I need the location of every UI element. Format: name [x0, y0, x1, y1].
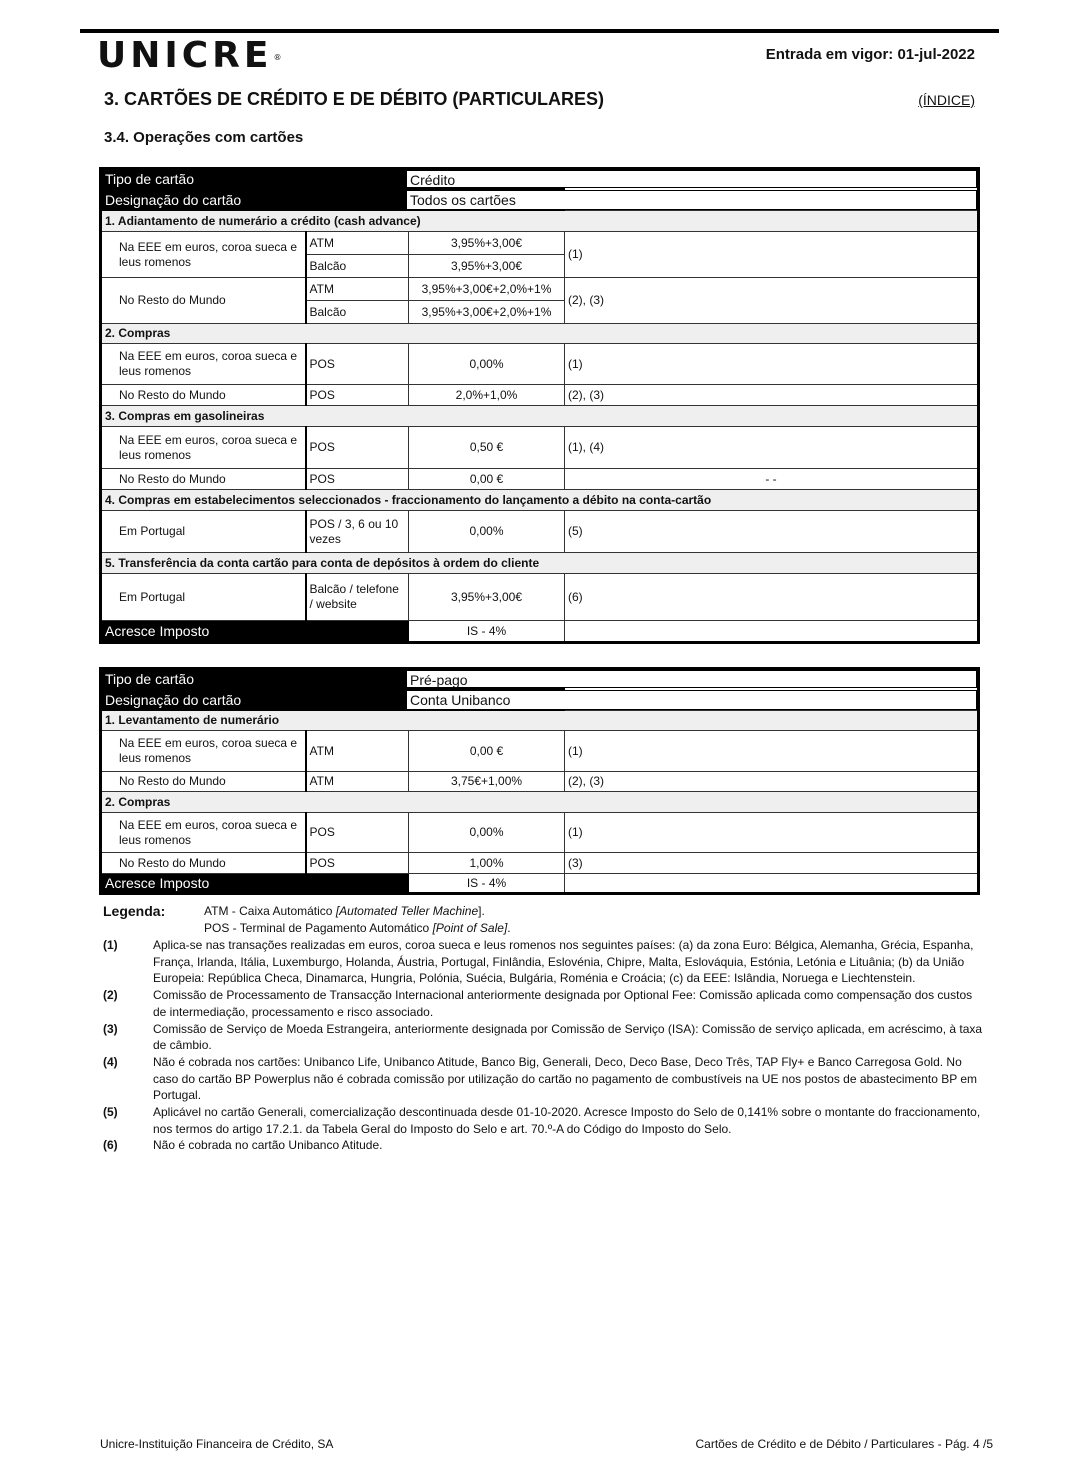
logo-text: UNICRE	[97, 35, 273, 76]
footnote	[103, 1021, 983, 1054]
table-row	[101, 232, 979, 255]
legend-atm-text: ATM - Caixa Automático	[204, 904, 336, 918]
location-cell: Na EEE em euros, coroa sueca e leus romenos	[101, 813, 306, 853]
location-cell: No Resto do Mundo	[101, 385, 306, 406]
table-row	[101, 511, 979, 553]
note-ref-cell: (1)	[565, 731, 979, 772]
note-ref-cell: (1), (4)	[565, 427, 979, 469]
channel-cell: POS / 3, 6 ou 10 vezes	[306, 511, 409, 553]
legend-pos-en: [Point of Sale]	[432, 920, 508, 935]
note-ref-cell: (5)	[565, 511, 979, 553]
channel-cell: POS	[306, 385, 409, 406]
location-cell: Em Portugal	[101, 511, 306, 553]
footnote-text: Comissão de Processamento de Transacção Internacional anteriormente designada por Optional Fee: Comissão aplicada como compensação dos custos de intermediação, processamento e risco associado.	[153, 988, 973, 1019]
footnote	[103, 937, 983, 987]
location-cell: No Resto do Mundo	[101, 469, 306, 490]
subsection-title: 3.4. Operações com cartões	[104, 129, 304, 146]
legend-atm-en: [Automated Teller Machine	[335, 904, 479, 918]
designation-label: Designação do cartão	[101, 190, 565, 211]
fee-value-cell: 3,95%+3,00€	[409, 574, 565, 621]
section-title: 1. Levantamento de numerário	[101, 711, 979, 731]
channel-cell: ATM	[306, 772, 409, 792]
tax-label: Acresce Imposto	[101, 874, 409, 894]
note-ref-cell: (3)	[565, 853, 979, 874]
channel-cell: Balcão / telefone / website	[306, 574, 409, 621]
channel-cell: POS	[306, 853, 409, 874]
effective-date: Entrada em vigor: 01-jul-2022	[765, 46, 975, 63]
table-row	[101, 772, 979, 792]
legend-label: Legenda:	[103, 903, 166, 919]
top-rule	[80, 29, 999, 33]
footnote-text: Não é cobrada no cartão Unibanco Atitude.	[153, 1138, 383, 1153]
footnote-text: Aplicável no cartão Generali, comercialização descontinuada desde 01-10-2020. Acresce Imposto do Selo de 0,141% sobre o montante do fraccionamento, nos termos do artigo 17.2.1. da Tabela Geral do Imposto do Selo e art. 70.º-A do Código do Imposto do Selo.	[153, 1105, 981, 1136]
channel-cell: ATM	[306, 232, 409, 255]
fee-value-cell: 0,00 €	[409, 731, 565, 772]
table-row	[101, 344, 979, 385]
table-row	[101, 469, 979, 490]
tax-value: IS - 4%	[409, 621, 565, 643]
unicre-logo	[97, 36, 282, 76]
tax-row	[101, 621, 979, 643]
fee-value-cell: 3,75€+1,00%	[409, 772, 565, 792]
legend-pos	[103, 920, 511, 937]
table-row	[101, 574, 979, 621]
fee-value-cell: 0,00 €	[409, 469, 565, 490]
channel-cell: ATM	[306, 278, 409, 301]
tax-note-cell	[565, 621, 979, 643]
section-title: 3. Compras em gasolineiras	[101, 406, 979, 427]
legend-atm-end: ].	[478, 904, 485, 918]
footnote	[103, 1104, 983, 1137]
card-type-value: Crédito	[406, 170, 977, 188]
channel-cell: ATM	[306, 731, 409, 772]
note-ref-cell: (2), (3)	[565, 385, 979, 406]
card-type-value: Pré-pago	[406, 670, 977, 688]
table-row	[101, 427, 979, 469]
legend-atm	[204, 903, 485, 920]
fee-value-cell: 0,00%	[409, 344, 565, 385]
channel-cell: Balcão	[306, 255, 409, 278]
legend-pos-end: .	[507, 920, 511, 935]
channel-cell: Balcão	[306, 301, 409, 324]
card-type-label: Tipo de cartão	[101, 169, 565, 190]
designation-label: Designação do cartão	[101, 690, 565, 711]
fee-value-cell: 0,00%	[409, 511, 565, 553]
designation-value: Conta Unibanco	[406, 690, 977, 710]
fee-value-cell: 1,00%	[409, 853, 565, 874]
tax-value: IS - 4%	[409, 874, 565, 894]
footer-page-info: Cartões de Crédito e de Débito / Particulares - Pág. 4 /5	[695, 1437, 993, 1451]
location-cell: No Resto do Mundo	[101, 853, 306, 874]
note-ref-cell: (1)	[565, 232, 979, 278]
card-type-label: Tipo de cartão	[101, 669, 565, 690]
footnote-number: (6)	[103, 1138, 118, 1153]
fee-value-cell: 3,95%+3,00€+2,0%+1%	[409, 301, 565, 324]
location-cell: Em Portugal	[101, 574, 306, 621]
registered-mark: ®	[273, 53, 282, 62]
footnote-number: (3)	[103, 1021, 118, 1036]
section-title: 2. Compras	[101, 324, 979, 344]
footnote-text: Não é cobrada nos cartões: Unibanco Life, Unibanco Atitude, Banco Big, Generali, Deco, Deco Base, Deco Três, TAP Fly+ e Banco Carregosa Gold. No caso do cartão BP Powerplus não é cobrada comissão por utilização do cartão no pagamento de combustíveis na UE nos postos de abastecimento BP em Portugal.	[153, 1054, 978, 1103]
location-cell: No Resto do Mundo	[101, 772, 306, 792]
table-row	[101, 278, 979, 301]
footnote-number: (5)	[103, 1105, 118, 1120]
location-cell: Na EEE em euros, coroa sueca e leus romenos	[101, 731, 306, 772]
fee-value-cell: 2,0%+1,0%	[409, 385, 565, 406]
section-title: 1. Adiantamento de numerário a crédito (cash advance)	[101, 211, 979, 232]
section-title: 3. CARTÕES DE CRÉDITO E DE DÉBITO (PARTICULARES)	[104, 89, 605, 109]
note-ref-cell: (2), (3)	[565, 278, 979, 324]
tax-label: Acresce Imposto	[101, 621, 409, 643]
note-ref-cell: (6)	[565, 574, 979, 621]
channel-cell: POS	[306, 813, 409, 853]
designation-value: Todos os cartões	[406, 190, 977, 210]
section-title: 2. Compras	[101, 792, 979, 813]
section-title: 4. Compras em estabelecimentos seleccionados - fraccionamento do lançamento a débito na conta-cartão	[101, 490, 979, 511]
fee-value-cell: 3,95%+3,00€+2,0%+1%	[409, 278, 565, 301]
footnote-number: (4)	[103, 1054, 118, 1069]
legend-pos-text: POS - Terminal de Pagamento Automático	[204, 920, 433, 935]
note-ref-cell: - -	[565, 469, 979, 490]
section-title: 5. Transferência da conta cartão para conta de depósitos à ordem do cliente	[101, 553, 979, 574]
table-row	[101, 813, 979, 853]
note-ref-cell: (1)	[565, 813, 979, 853]
note-ref-cell: (1)	[565, 344, 979, 385]
channel-cell: POS	[306, 344, 409, 385]
note-ref-cell: (2), (3)	[565, 772, 979, 792]
tax-note-cell	[565, 874, 979, 894]
location-cell: Na EEE em euros, coroa sueca e leus romenos	[101, 344, 306, 385]
location-cell: Na EEE em euros, coroa sueca e leus romenos	[101, 232, 306, 278]
location-cell: No Resto do Mundo	[101, 278, 306, 324]
footnote	[103, 987, 983, 1020]
channel-cell: POS	[306, 427, 409, 469]
tax-row	[101, 874, 979, 894]
fee-value-cell: 3,95%+3,00€	[409, 255, 565, 278]
footnote-number: (2)	[103, 988, 118, 1003]
table-row	[101, 385, 979, 406]
footnotes	[103, 937, 983, 1154]
table-row	[101, 853, 979, 874]
location-cell: Na EEE em euros, coroa sueca e leus romenos	[101, 427, 306, 469]
footnote-text: Aplica-se nas transações realizadas em euros, coroa sueca e leus romenos nos seguintes países: (a) da zona Euro: Bélgica, Alemanha, Grécia, Espanha, França, Irlanda, Itália, Luxemburgo, Holanda, Áustria, Portugal, Finlândia, Eslovénia, Chipre, Malta, Eslováquia, Estónia, Letónia e Lituânia; (b) da União Europeia: República Checa, Dinamarca, Hungria, Polónia, Suécia, Bulgária, Roménia e Croácia; (c) da EEE: Islândia, Noruega e Liechtenstein.	[153, 938, 974, 986]
footnote-number: (1)	[103, 938, 118, 952]
fee-value-cell: 0,50 €	[409, 427, 565, 469]
fee-value-cell: 3,95%+3,00€	[409, 232, 565, 255]
footnote	[103, 1054, 983, 1104]
footnote-text: Comissão de Serviço de Moeda Estrangeira, anteriormente designada por Comissão de Serviço (ISA): Comissão de serviço aplicada, em acréscimo, à taxa de câmbio.	[153, 1021, 983, 1053]
index-link[interactable]: (ÍNDICE)	[918, 92, 975, 108]
credit-card-fee-table	[99, 167, 980, 644]
table-row	[101, 731, 979, 772]
footer-company: Unicre-Instituição Financeira de Crédito, SA	[100, 1437, 334, 1451]
fee-value-cell: 0,00%	[409, 813, 565, 853]
footnote	[103, 1137, 983, 1154]
legend	[103, 903, 511, 936]
channel-cell: POS	[306, 469, 409, 490]
